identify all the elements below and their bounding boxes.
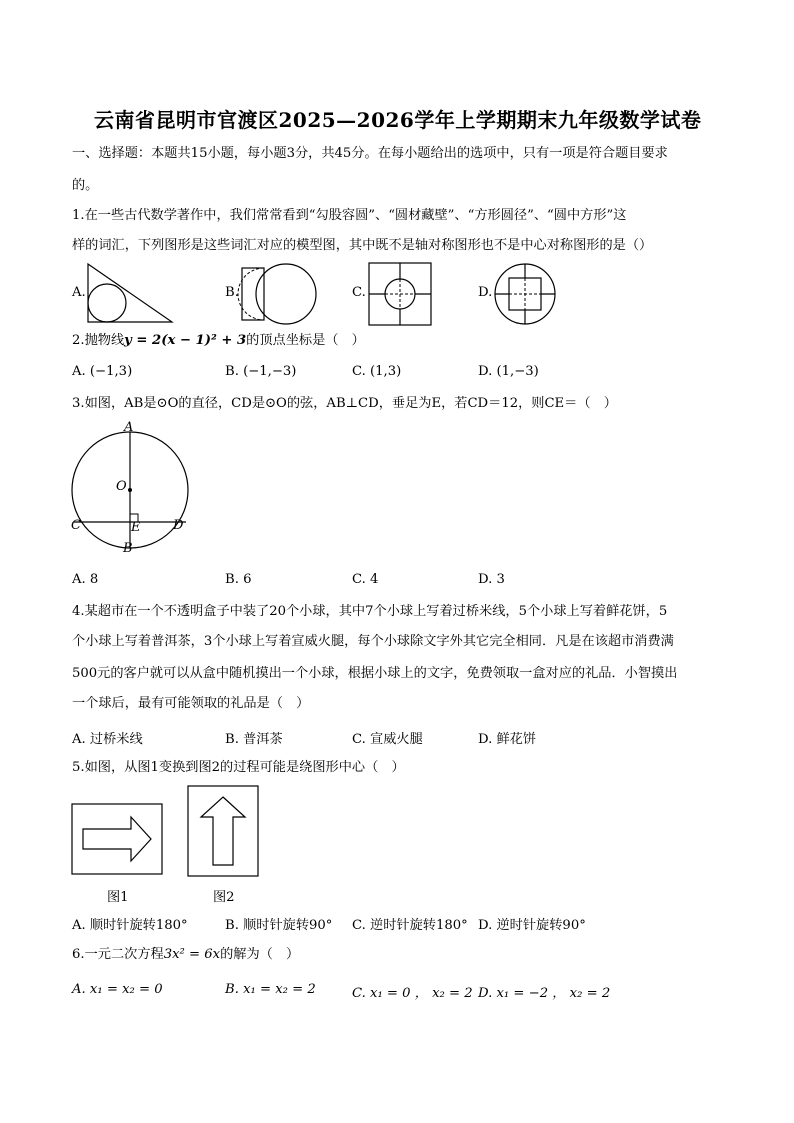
q4-option-b: B. 普洱茶 (225, 732, 283, 747)
q5-option-c: C. 逆时针旋转180° (352, 918, 468, 933)
q1-figure-c (368, 262, 434, 328)
q6-option-a: A. x₁ = x₂ = 0 (72, 982, 163, 997)
q5-figure-2-up-arrow (187, 785, 261, 879)
q2-prefix: 2.抛物线 (72, 333, 125, 348)
q2-stem (72, 331, 365, 351)
q4-option-d: D. 鲜花饼 (478, 732, 537, 747)
q2-option-d: D. (1,−3) (478, 364, 539, 379)
q1-option-d: D. (478, 285, 493, 300)
q3-label-c: C (71, 518, 81, 533)
q6-stem (72, 945, 299, 965)
page-title: 云南省昆明市官渡区2025—2026学年上学期期末九年级数学试卷 (94, 108, 702, 132)
q5-stem: 5.如图，从图1变换到图2的过程可能是绕图形中心（ ） (72, 760, 405, 775)
q3-label-d: D (173, 518, 184, 533)
q1-stem-line2: 样的词汇，下列图形是这些词汇对应的模型图，其中既不是轴对称图形也不是中心对称图形的是（） (72, 238, 653, 253)
q4-stem-line1: 4.某超市在一个不透明盒子中装了20个小球，其中7个小球上写着过桥米线，5个小球上写着鲜花饼，5 (72, 604, 668, 619)
q3-label-e: E (131, 520, 141, 535)
q3-circle-figure (66, 420, 196, 560)
q4-stem-line2: 个小球上写着普洱茶，3个小球上写着宣威火腿，每个小球除文字外其它完全相同．凡是在该超市消费满 (72, 634, 674, 649)
q5-option-b: B. 顺时针旋转90° (225, 918, 333, 933)
q6-option-b: B. x₁ = x₂ = 2 (225, 982, 316, 997)
q5-option-d: D. 逆时针旋转90° (478, 918, 586, 933)
q4-stem-line4: 一个球后，最有可能领取的礼品是（ ） (72, 696, 310, 711)
section-instructions-line1: 一、选择题：本题共15小题，每小题3分，共45分。在每小题给出的选项中，只有一项是符合题目要求 (72, 146, 668, 161)
q4-option-c: C. 宣威火腿 (352, 732, 423, 747)
q6-option-d: D. x₁ = −2 ， x₂ = 2 (478, 986, 611, 1001)
q5-figure-1-caption: 图1 (107, 890, 129, 905)
q3-stem: 3.如图，AB是⊙O的直径，CD是⊙O的弦，AB⊥CD，垂足为E，若CD＝12，则CE＝（ ） (72, 396, 617, 411)
q5-option-a: A. 顺时针旋转180° (72, 918, 188, 933)
q6-formula: 3x² = 6x (163, 947, 221, 962)
q2-suffix: 的顶点坐标是（ ） (246, 333, 365, 348)
q3-label-a: A (124, 420, 134, 435)
q6-prefix: 6.一元二次方程 (72, 947, 164, 962)
section-instructions-line2: 的。 (72, 178, 99, 193)
q3-label-o: O (116, 479, 127, 494)
q4-stem-line3: 500元的客户就可以从盒中随机摸出一个小球，根据小球上的文字，免费领取一盒对应的礼品．小智摸出 (72, 666, 678, 681)
q2-formula: y = 2(x − 1)² + 3 (124, 333, 247, 348)
q3-option-b: B. 6 (225, 572, 252, 587)
q1-stem-line1: 1.在一些古代数学著作中，我们常常看到“勾股容圆”、“圆材藏壁”、“方形圆径”、“圆中方形”这 (72, 208, 627, 223)
q3-option-c: C. 4 (352, 572, 379, 587)
q3-option-a: A. 8 (72, 572, 99, 587)
q2-option-a: A. (−1,3) (72, 364, 133, 379)
q1-figure-b (240, 262, 320, 326)
q1-option-c: C. (352, 285, 366, 300)
q1-option-b: B. (225, 285, 239, 300)
q5-figure-2-caption: 图2 (213, 890, 235, 905)
q6-option-c: C. x₁ = 0 ， x₂ = 2 (352, 986, 473, 1001)
q5-figure-1-right-arrow (71, 803, 165, 877)
q1-option-a: A. (72, 285, 86, 300)
q1-figure-a (86, 262, 176, 326)
q1-figure-d (493, 262, 559, 328)
q2-option-b: B. (−1,−3) (225, 364, 297, 379)
q6-suffix: 的解为（ ） (220, 947, 300, 962)
q3-option-d: D. 3 (478, 572, 505, 587)
q2-option-c: C. (1,3) (352, 364, 402, 379)
q3-label-b: B (123, 541, 133, 556)
q4-option-a: A. 过桥米线 (72, 732, 143, 747)
